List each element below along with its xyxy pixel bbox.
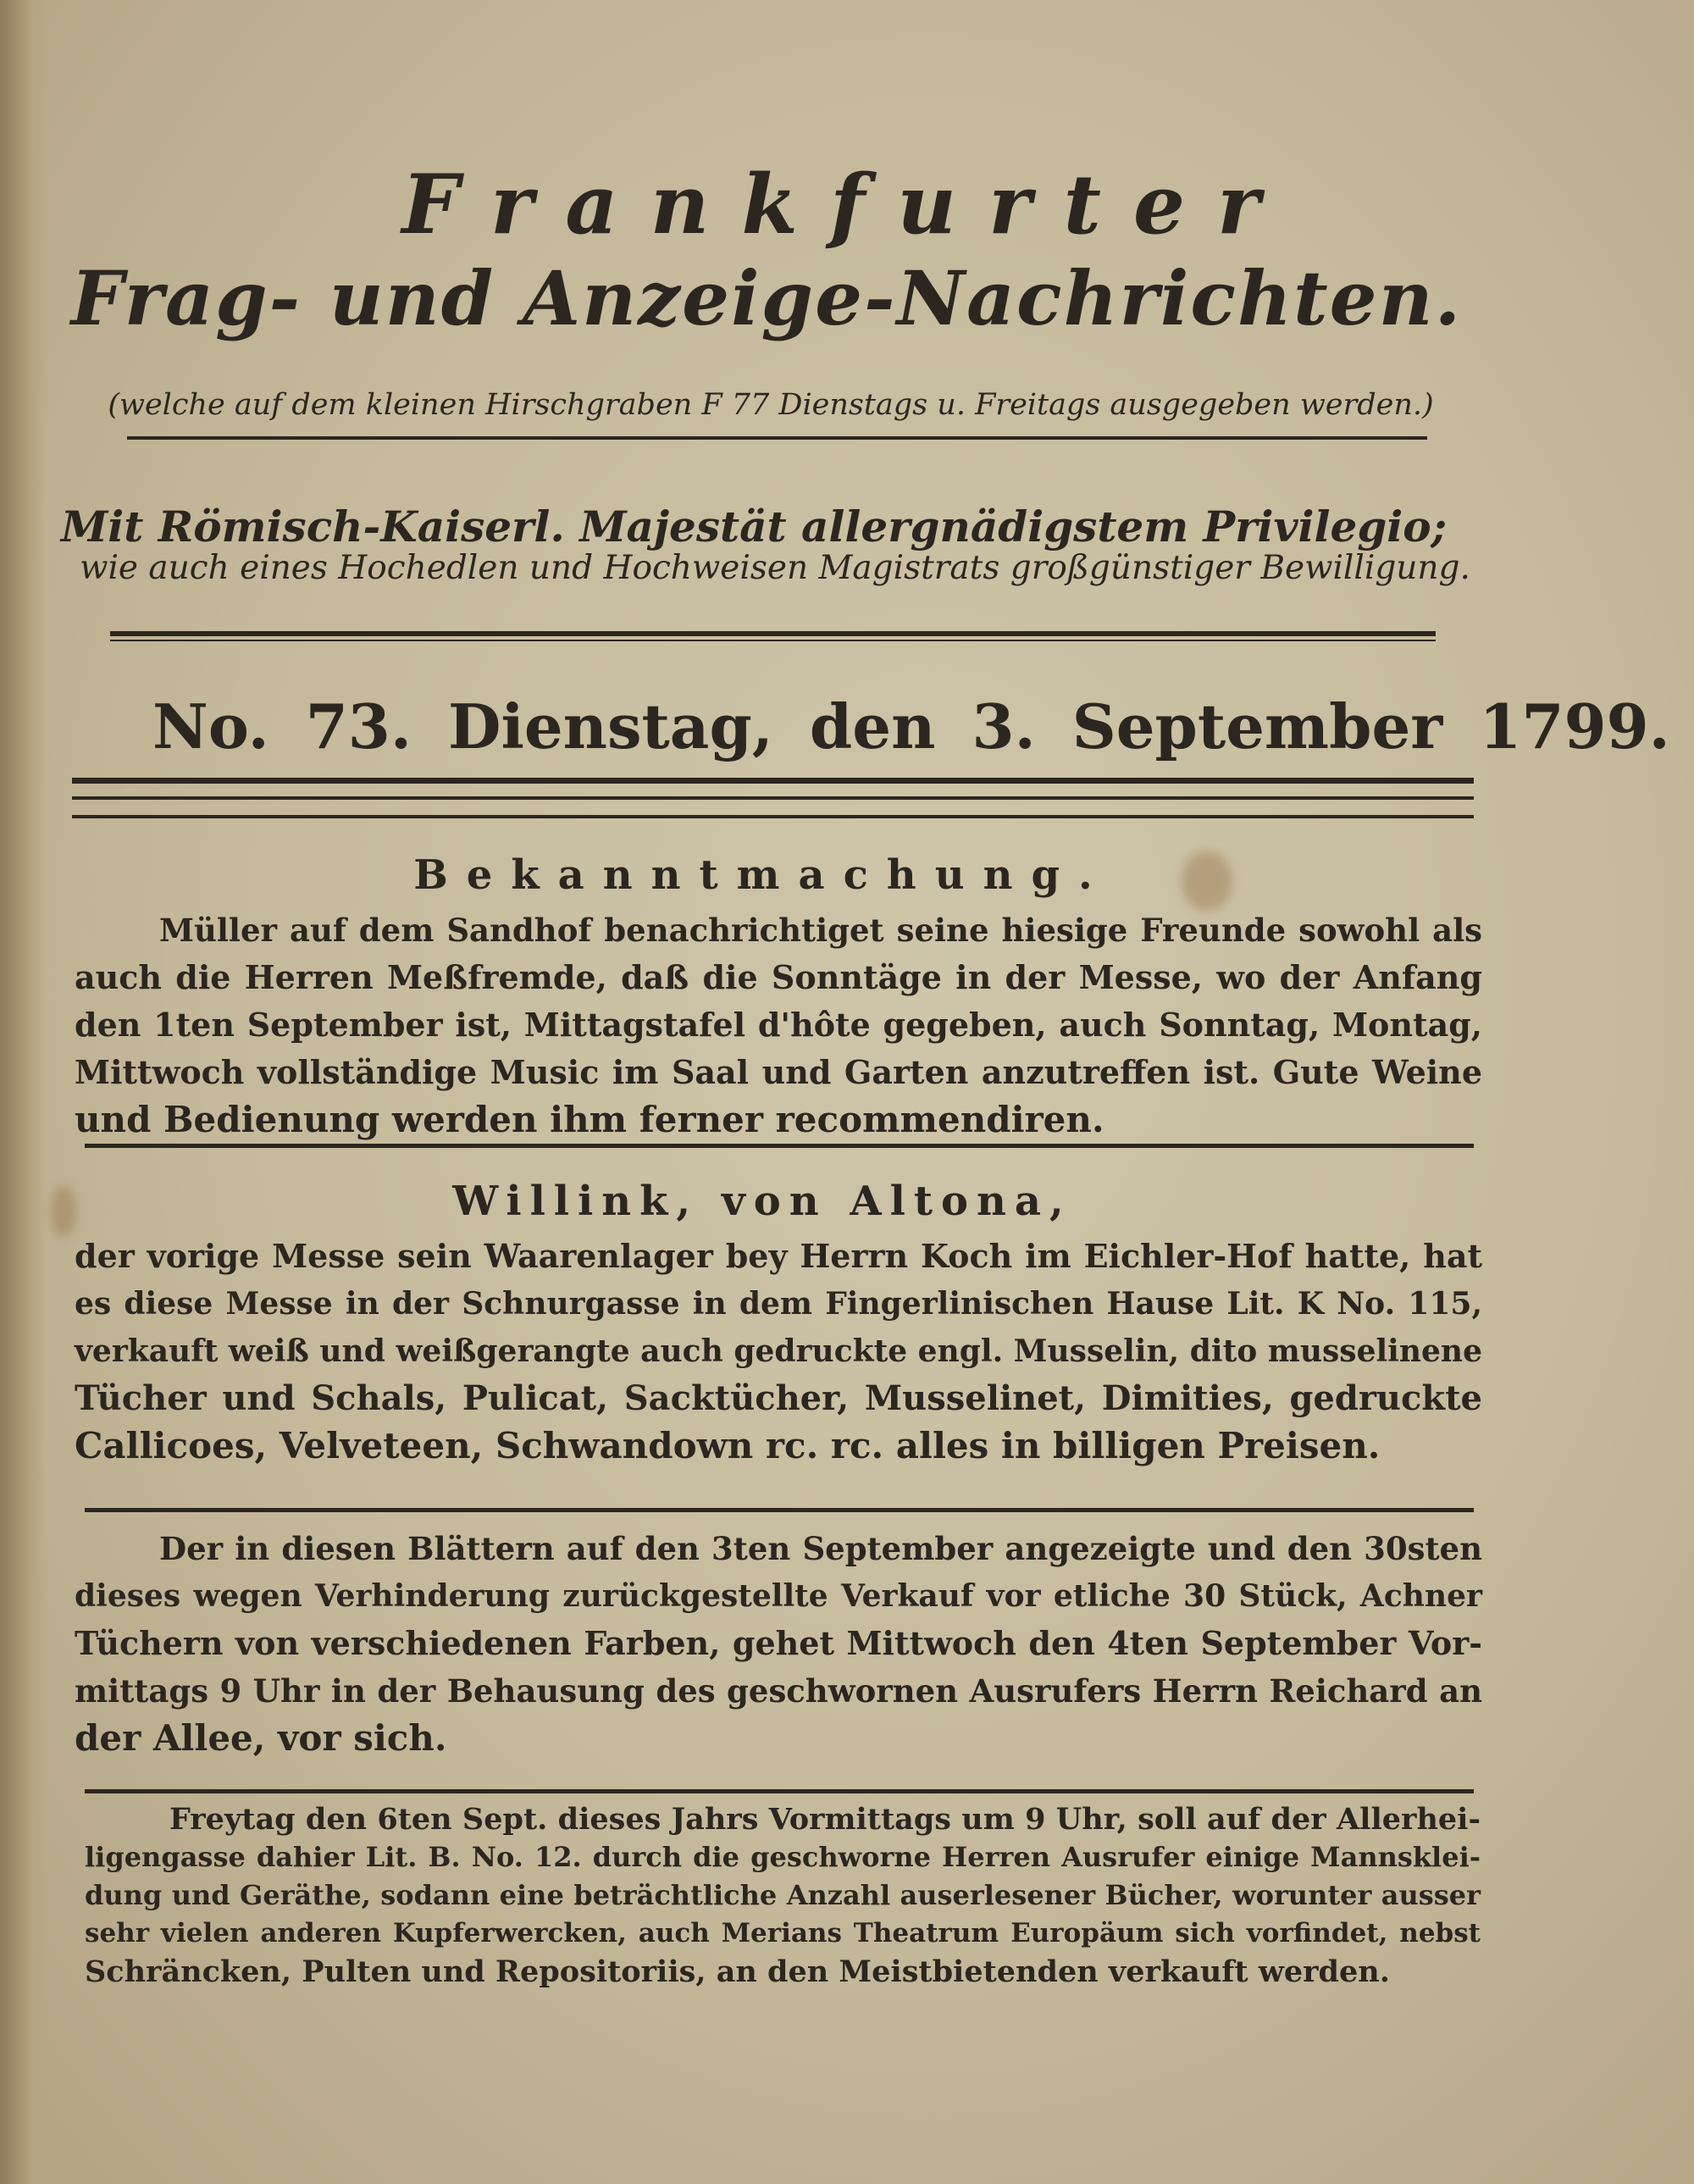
notice-body (75, 1233, 1482, 1470)
divider (85, 1508, 1474, 1512)
text-line: sehr vielen anderen Kupferwercken, auch Merians Theatrum Europäum sich vorfindet, nebst (85, 1918, 1481, 1948)
issue-line (152, 690, 1670, 762)
text-line: der Allee, vor sich. (75, 1717, 447, 1759)
divider (72, 778, 1474, 784)
text-line: Mittwoch vollständige Music im Saal und Garten anzutreffen ist. Gute Weine (75, 1053, 1482, 1091)
text-line: es diese Messe in der Schnurgasse in dem Fingerlinischen Hause Lit. K No. 115, (75, 1286, 1482, 1322)
notice-heading: Willink, von Altona, (452, 1178, 1072, 1225)
text-line: Tücher und Schals, Pulicat, Sacktücher, Musselinet, Dimities, gedruckte (75, 1378, 1482, 1418)
divider (110, 631, 1436, 636)
text-line: dieses wegen Verhinderung zurückgestellte Verkauf vor etliche 30 Stück, Achner (75, 1578, 1482, 1614)
issue-number: No. 73. (152, 690, 412, 762)
divider (127, 436, 1427, 440)
notice-body (85, 1800, 1481, 1991)
text-line: verkauft weiß und weißgerangte auch gedruckte engl. Musselin, dito musselinene (75, 1333, 1482, 1369)
masthead-title-line2: Frag- und Anzeige-Nachrichten. (70, 254, 1463, 342)
text-line: den 1ten September ist, Mittagstafel d'hôte gegeben, auch Sonntag, Montag, (75, 1006, 1482, 1044)
text-line: Schräncken, Pulten und Repositoriis, an den Meistbietenden verkauft werden. (85, 1954, 1390, 1989)
notice-body (75, 906, 1482, 1144)
divider (85, 1144, 1474, 1148)
text-line: und Bedienung werden ihm ferner recommendiren. (75, 1099, 1104, 1140)
divider (72, 796, 1474, 800)
text-line: Der in diesen Blättern auf den 3ten September angezeigte und den 30sten (159, 1530, 1482, 1567)
privilege-line1: Mit Römisch-Kaiserl. Majestät allergnädigstem Privilegio; (60, 502, 1448, 552)
issue-date: Dienstag, den 3. September 1799. (448, 690, 1670, 762)
text-line: Callicoes, Velveteen, Schwandown rc. rc. alles in billigen Preisen. (75, 1425, 1381, 1466)
page-binding-edge (0, 0, 47, 2184)
text-line: der vorige Messe sein Waarenlager bey Herrn Koch im Eichler-Hof hatte, hat (75, 1237, 1482, 1275)
text-line: mittags 9 Uhr in der Behausung des geschwornen Ausrufers Herrn Reichard an (75, 1672, 1482, 1710)
notice-body (75, 1525, 1482, 1762)
masthead-title-line1: Frankfurter (401, 157, 1293, 252)
text-line: auch die Herren Meßfremde, daß die Sonntäge in der Messe, wo der Anfang (75, 958, 1482, 996)
text-line: Müller auf dem Sandhof benachrichtiget seine hiesige Freunde sowohl als (159, 912, 1482, 949)
divider (110, 640, 1436, 641)
text-line: dung und Geräthe, sodann eine beträchtliche Anzahl auserlesener Bücher, worunter ausser (85, 1879, 1481, 1911)
masthead-subtitle: (welche auf dem kleinen Hirschgraben F 77 Dienstags u. Freitags ausgegeben werden.) (108, 388, 1434, 422)
notice-heading: Bekanntmachung. (413, 851, 1111, 899)
text-line: Freytag den 6ten Sept. dieses Jahrs Vormittags um 9 Uhr, soll auf der Allerhei- (169, 1802, 1481, 1837)
text-line: Tüchern von verschiedenen Farben, gehet Mittwoch den 4ten September Vor- (75, 1624, 1482, 1662)
text-line: ligengasse dahier Lit. B. No. 12. durch die geschworne Herren Ausrufer einige Mannsklei- (85, 1841, 1481, 1873)
privilege-line2: wie auch eines Hochedlen und Hochweisen Magistrats großgünstiger Bewilligung. (80, 549, 1470, 587)
divider (85, 1789, 1474, 1793)
divider (72, 815, 1474, 818)
